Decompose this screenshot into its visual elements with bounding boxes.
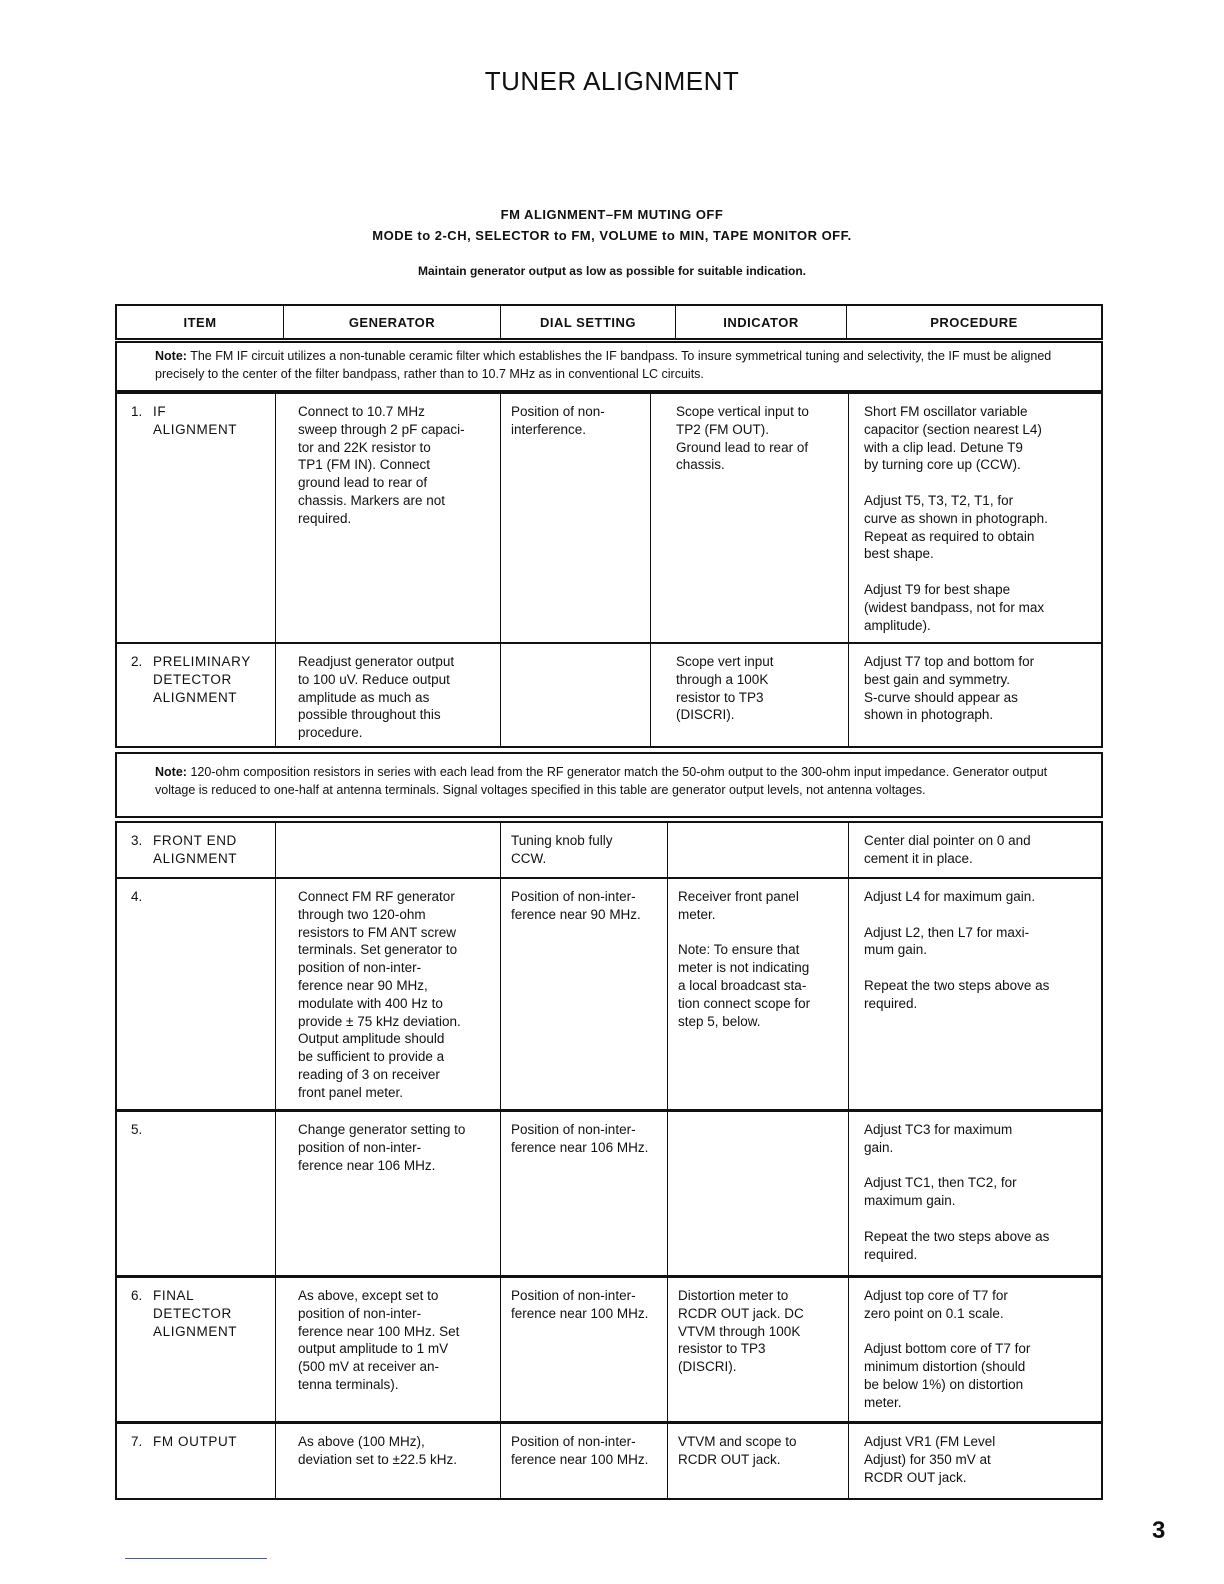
column-header-indicator: INDICATOR bbox=[675, 306, 846, 338]
procedure-step: Adjust T7 top and bottom for best gain and symmetry. S-curve should appear as shown in photograph. bbox=[864, 654, 1035, 723]
note-if-filter bbox=[115, 341, 1103, 392]
note-rf-generator bbox=[115, 752, 1103, 818]
dial-cell bbox=[500, 644, 650, 746]
indicator-cell bbox=[667, 1112, 848, 1275]
item-label: FINAL DETECTOR ALIGNMENT bbox=[153, 1288, 238, 1339]
procedure-cell bbox=[848, 644, 1101, 746]
procedure-step: Adjust VR1 (FM Level Adjust) for 350 mV at RCDR OUT jack. bbox=[864, 1434, 996, 1485]
generator-cell: As above (100 MHz), deviation set to ±22.5 kHz. bbox=[275, 1424, 500, 1498]
table-row bbox=[115, 1276, 1103, 1423]
item-cell bbox=[117, 823, 275, 877]
generator-cell: Connect to 10.7 MHz sweep through 2 pF capaci- tor and 22K resistor to TP1 (FM IN). Connect ground lead to rear of chassis. Markers are not required. bbox=[275, 394, 500, 642]
procedure-step: Adjust L4 for maximum gain. bbox=[864, 889, 1036, 904]
note-text: The FM IF circuit utilizes a non-tunable ceramic filter which establishes the IF bandpass. To insure symmetrical tuning and selectivity, the IF must be aligned precisely to the center of the filter bandpass, rather than to 10.7 MHz as in conventional LC circuits. bbox=[155, 349, 1052, 381]
procedure-step: Repeat the two steps above as required. bbox=[864, 1228, 1050, 1262]
procedure-cell bbox=[848, 823, 1101, 877]
page-number: 3 bbox=[1152, 1517, 1166, 1544]
procedure-step: Adjust bottom core of T7 for minimum distortion (should be below 1%) on distortion meter. bbox=[864, 1341, 1031, 1410]
table-row bbox=[115, 1422, 1103, 1500]
footer-rule bbox=[125, 1558, 267, 1559]
item-label: FRONT END ALIGNMENT bbox=[153, 833, 238, 866]
procedure-step: Adjust TC3 for maximum gain. bbox=[864, 1122, 1013, 1155]
dial-cell: Position of non-inter- ference near 90 MHz. bbox=[500, 879, 667, 1109]
item-label: FM OUTPUT bbox=[153, 1434, 238, 1449]
item-number: 2. bbox=[131, 654, 143, 669]
item-number: 5. bbox=[131, 1122, 143, 1137]
indicator-cell: Distortion meter to RCDR OUT jack. DC VTVM through 100K resistor to TP3 (DISCRI). bbox=[667, 1278, 848, 1421]
column-header-generator: GENERATOR bbox=[283, 306, 500, 338]
procedure-step: Adjust L2, then L7 for maxi- mum gain. bbox=[864, 924, 1030, 958]
table-row bbox=[115, 821, 1103, 879]
procedure-step: Adjust T9 for best shape (widest bandpass, not for max amplitude). bbox=[864, 581, 1045, 633]
item-cell bbox=[117, 1278, 275, 1421]
indicator-note: Note: To ensure that meter is not indicating a local broadcast sta- tion connect scope for step 5, below. bbox=[678, 942, 811, 1029]
procedure-step: Adjust top core of T7 for zero point on 0.1 scale. bbox=[864, 1288, 1008, 1321]
dial-cell: Position of non-inter- ference near 106 MHz. bbox=[500, 1112, 667, 1275]
table-row bbox=[115, 1110, 1103, 1277]
item-number: 1. bbox=[131, 404, 143, 419]
item-cell bbox=[117, 879, 275, 1109]
table-row bbox=[115, 877, 1103, 1111]
indicator-cell: Scope vert input through a 100K resistor to TP3 (DISCRI). bbox=[650, 644, 848, 746]
table-row bbox=[115, 392, 1103, 644]
item-number: 7. bbox=[131, 1434, 143, 1449]
item-cell bbox=[117, 1112, 275, 1275]
procedure-step: Short FM oscillator variable capacitor (section nearest L4) with a clip lead. Detune T9 by turning core up (CCW). bbox=[864, 404, 1042, 473]
indicator-cell bbox=[667, 879, 848, 1109]
generator-cell: Readjust generator output to 100 uV. Reduce output amplitude as much as possible throughout this procedure. bbox=[275, 644, 500, 746]
indicator-cell: VTVM and scope to RCDR OUT jack. bbox=[667, 1424, 848, 1498]
item-cell bbox=[117, 644, 275, 746]
dial-cell: Position of non- interference. bbox=[500, 394, 650, 642]
note-text: 120-ohm composition resistors in series with each lead from the RF generator match the 50-ohm output to the 300-ohm input impedance. Generator output voltage is reduced to one-half at antenna terminals. Signal voltages specified in this table are generator output levels, not antenna voltages. bbox=[155, 765, 1048, 797]
table-row bbox=[115, 642, 1103, 748]
generator-cell bbox=[275, 823, 500, 877]
item-number: 6. bbox=[131, 1288, 143, 1303]
item-number: 4. bbox=[131, 889, 143, 904]
procedure-step: Repeat the two steps above as required. bbox=[864, 977, 1050, 1011]
procedure-cell bbox=[848, 1424, 1101, 1498]
dial-cell: Position of non-inter- ference near 100 MHz. bbox=[500, 1278, 667, 1421]
generator-cell: As above, except set to position of non-inter- ference near 100 MHz. Set output amplitude to 1 mV (500 mV at receiver an- tenna terminals). bbox=[275, 1278, 500, 1421]
indicator-text: Receiver front panel meter. bbox=[678, 889, 799, 922]
note-label: Note: bbox=[155, 349, 187, 363]
item-cell bbox=[117, 394, 275, 642]
setup-instructions: MODE to 2-CH, SELECTOR to FM, VOLUME to MIN, TAPE MONITOR OFF. bbox=[372, 228, 852, 243]
procedure-cell bbox=[848, 394, 1101, 642]
procedure-cell bbox=[848, 1278, 1101, 1421]
page-title: TUNER ALIGNMENT bbox=[484, 66, 740, 96]
item-label: PRELIMINARY DETECTOR ALIGNMENT bbox=[153, 654, 251, 705]
section-heading: FM ALIGNMENT–FM MUTING OFF bbox=[500, 207, 724, 222]
procedure-cell bbox=[848, 879, 1101, 1109]
generator-instruction: Maintain generator output as low as possible for suitable indication. bbox=[417, 264, 807, 278]
note-label: Note: bbox=[155, 765, 187, 779]
item-cell bbox=[117, 1424, 275, 1498]
column-header-procedure: PROCEDURE bbox=[846, 306, 1101, 338]
generator-cell: Connect FM RF generator through two 120-ohm resistors to FM ANT screw terminals. Set generator to position of non-inter- ference near 90 MHz, modulate with 400 Hz to provide ± 75 kHz deviation. Output amplitude should be sufficient to provide a reading of 3 on receiver front panel meter. bbox=[275, 879, 500, 1109]
column-header-dial-setting: DIAL SETTING bbox=[500, 306, 675, 338]
item-number: 3. bbox=[131, 833, 143, 848]
procedure-cell bbox=[848, 1112, 1101, 1275]
dial-cell: Position of non-inter- ference near 100 MHz. bbox=[500, 1424, 667, 1498]
table-header bbox=[115, 304, 1103, 340]
indicator-cell bbox=[667, 823, 848, 877]
generator-cell: Change generator setting to position of non-inter- ference near 106 MHz. bbox=[275, 1112, 500, 1275]
indicator-cell: Scope vertical input to TP2 (FM OUT). Ground lead to rear of chassis. bbox=[650, 394, 848, 642]
dial-cell: Tuning knob fully CCW. bbox=[500, 823, 667, 877]
procedure-step: Center dial pointer on 0 and cement it in place. bbox=[864, 833, 1031, 866]
procedure-step: Adjust T5, T3, T2, T1, for curve as shown in photograph. Repeat as required to obtain best shape. bbox=[864, 492, 1048, 562]
item-label: IF ALIGNMENT bbox=[153, 404, 238, 437]
column-header-item: ITEM bbox=[183, 315, 217, 330]
procedure-step: Adjust TC1, then TC2, for maximum gain. bbox=[864, 1175, 1017, 1209]
